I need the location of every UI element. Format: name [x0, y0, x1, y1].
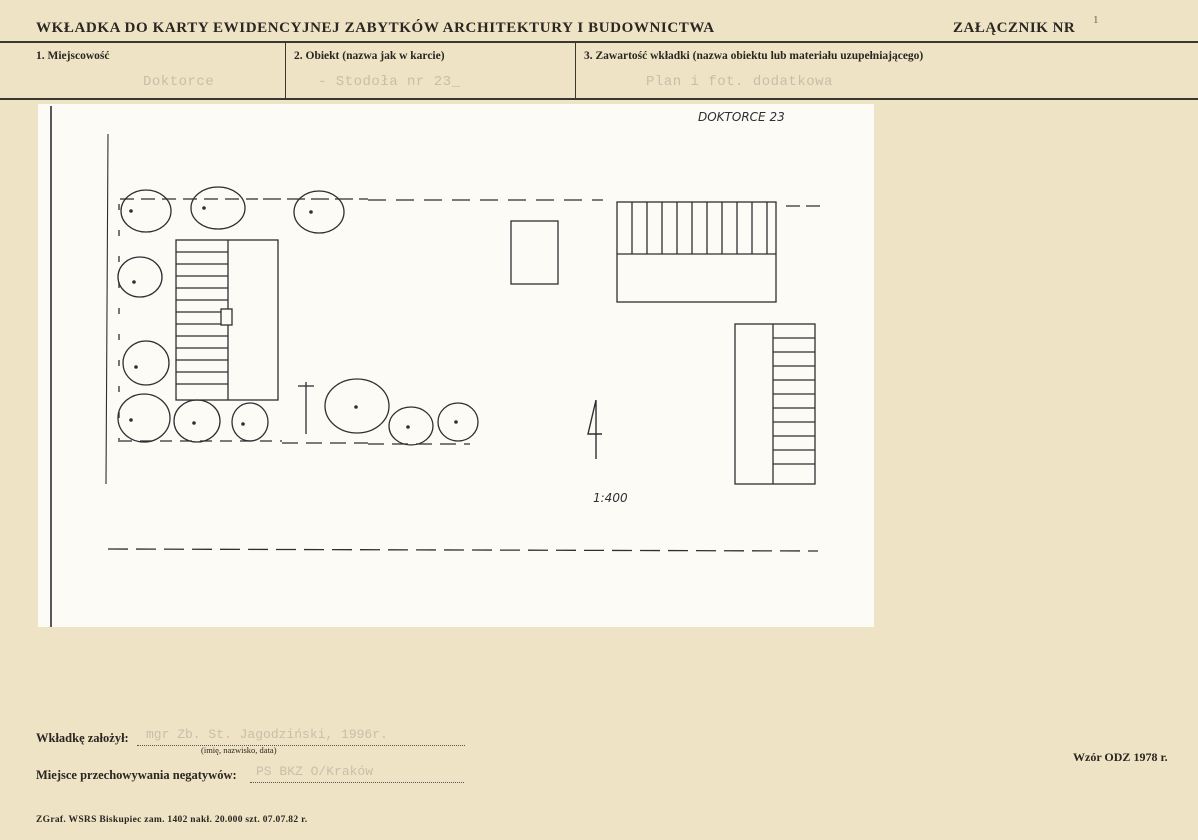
- field-label-content: 3. Zawartość wkładki (nazwa obiektu lub materiału uzupełniającego): [584, 50, 924, 62]
- attachment-label: ZAŁĄCZNIK NR: [953, 20, 1076, 36]
- tree: [389, 407, 433, 445]
- fence-middle: [120, 382, 470, 444]
- plan-north-label: 4: [590, 426, 591, 427]
- tree: [191, 187, 245, 229]
- small-outbuilding: [511, 221, 558, 284]
- field-label-locality: 1. Miejscowość: [36, 50, 110, 62]
- created-by-value: mgr Zb. St. Jagodziński, 1996r.: [146, 727, 388, 742]
- tree: [118, 394, 170, 442]
- fence-bottom: [108, 549, 818, 551]
- plan-scale: 1:400: [593, 491, 628, 505]
- attachment-number: 1: [1093, 14, 1099, 26]
- house-building: [176, 240, 278, 400]
- tree: [438, 403, 478, 441]
- tree: [121, 190, 171, 232]
- north-arrow-icon: [588, 400, 602, 459]
- barn-building: [617, 202, 776, 302]
- created-by-label: Wkładkę założył:: [36, 731, 129, 745]
- tree: [123, 341, 169, 385]
- storage-line: [250, 782, 464, 783]
- created-by-line: [137, 745, 465, 746]
- tree: [118, 257, 162, 297]
- site-plan-sketch: [38, 104, 874, 627]
- shed-building: [735, 324, 815, 484]
- created-by-hint: (imię, nazwisko, data): [201, 745, 277, 755]
- header-rule-top: [0, 41, 1198, 43]
- header-rule-bottom: [0, 98, 1198, 100]
- field-label-object: 2. Obiekt (nazwa jak w karcie): [294, 50, 445, 62]
- storage-value: PS BKZ O/Kraków: [256, 764, 374, 779]
- tree: [174, 400, 220, 442]
- form-title: WKŁADKA DO KARTY EWIDENCYJNEJ ZABYTKÓW ARCHITEKTURY I BUDOWNICTWA: [36, 20, 715, 36]
- field-value-object: - Stodoła nr 23_: [318, 74, 461, 90]
- form-pattern: Wzór ODZ 1978 r.: [1073, 750, 1168, 764]
- field-divider-1: [285, 42, 286, 99]
- plan-caption: DOKTORCE 23: [698, 110, 785, 124]
- road-edge-line: [106, 134, 108, 484]
- field-value-locality: Doktorce: [143, 74, 215, 90]
- storage-label: Miejsce przechowywania negatywów:: [36, 768, 237, 782]
- field-value-content: Plan i fot. dodatkowa: [646, 74, 833, 90]
- field-divider-2: [575, 42, 576, 99]
- trees: [118, 187, 478, 445]
- tree: [294, 191, 344, 233]
- printer-imprint: ZGraf. WSRS Biskupiec zam. 1402 nakł. 20.000 szt. 07.07.82 r.: [36, 815, 308, 825]
- tree: [232, 403, 268, 441]
